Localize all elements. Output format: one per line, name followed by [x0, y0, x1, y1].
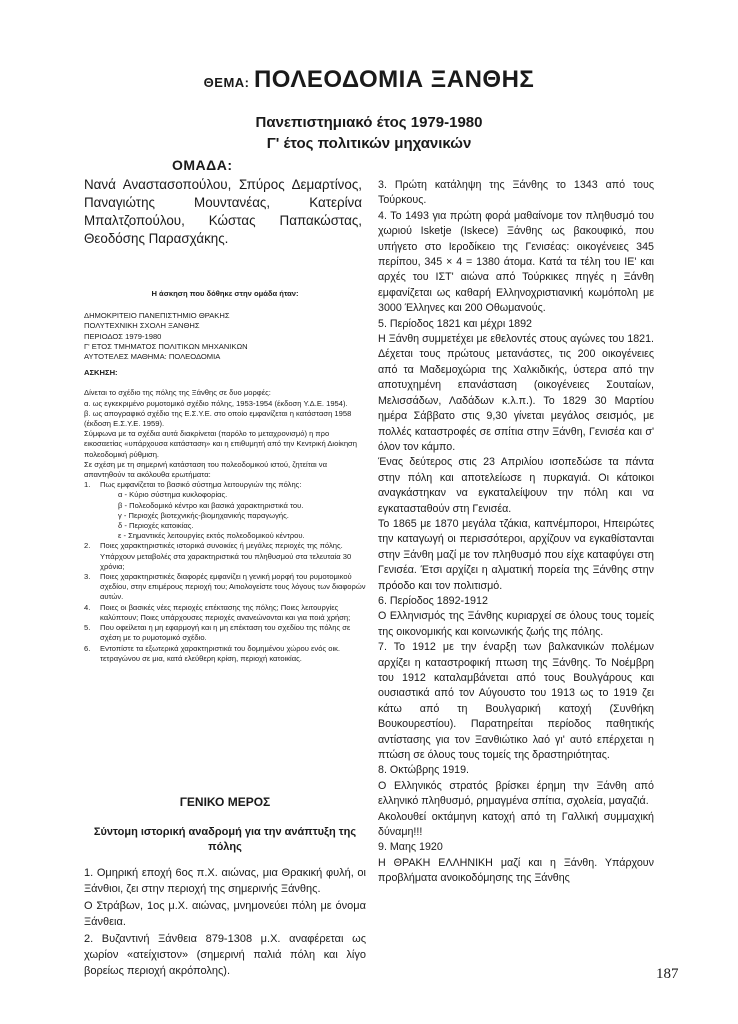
- question-number: 5.: [84, 623, 91, 633]
- sub-question: α - Κύριο σύστημα κυκλοφορίας.: [118, 490, 228, 500]
- left-history: [84, 865, 366, 980]
- group-members: [84, 176, 362, 248]
- page-number: 187: [656, 966, 679, 982]
- history-paragraph: Ο Ελληνισμός της Ξάνθης κυριαρχεί σε όλους τους τομείς της οικονομικής και κοινωνικής ζωής της πόλης.: [378, 610, 654, 638]
- sub-question: δ - Περιοχές κατοικίας.: [118, 521, 194, 531]
- question-text: Ποιες χαρακτηριστικές διαφορές εμφανίζει η γενική μορφή του ρυμοτομικού σχεδίου, στην επιμέρους περιοχή του; Αιτιολογείστε τους λόγους των διαφορών αυτών.: [100, 572, 366, 602]
- academic-year: Πανεπιστημιακό έτος 1979-1980: [255, 114, 483, 131]
- history-heading: Σύντομη ιστορική αναδρομή για την ανάπτυξη της πόλης: [93, 826, 357, 853]
- course-year: Γ' έτος πολιτικών μηχανικών: [266, 135, 472, 152]
- general-heading: ΓΕΝΙΚΟ ΜΕΡΟΣ: [179, 795, 271, 809]
- question-item: [84, 572, 366, 603]
- question-number: 6.: [84, 643, 91, 653]
- institution-line: ΑΥΤΟΤΕΛΕΣ ΜΑΘΗΜΑ: ΠΟΛΕΟΔΟΜΙΑ: [84, 352, 221, 362]
- question-text: Πως εμφανίζεται το βασικό σύστημα λειτουργιών της πόλης:: [100, 480, 302, 490]
- history-paragraph: Ακολουθεί οκτάμηνη κατοχή από τη Γαλλική συμμαχική δύναμη!!!: [378, 810, 654, 839]
- institution-line: ΠΟΛΥΤΕΧΝΙΚΗ ΣΧΟΛΗ ΞΑΝΘΗΣ: [84, 321, 200, 331]
- institution-line: ΔΗΜΟΚΡΙΤΕΙΟ ΠΑΝΕΠΙΣΤΗΜΙΟ ΘΡΑΚΗΣ: [84, 311, 230, 321]
- history-paragraph: 6. Περίοδος 1892-1912: [378, 594, 488, 607]
- exercise-paragraph: Δίνεται το σχέδιο της πόλης της Ξάνθης σε δυο μορφές:: [84, 388, 271, 398]
- history-paragraph: 4. Το 1493 για πρώτη φορά μαθαίνομε τον πληθυσμό του χωριού Isketje (Iskece) Ξάνθης ως βακουφικό, που υπήγετο στο Ιεροδίκειο της Γενισέας: οικογένειες 345 περίπου, 345 × 4 = 1380 άτομα. Κατά τα τέλη του ΙΕ' και αρχές του ΙΣΤ' αιώνα από Τούρκικες πηγές η Ξάνθη εμφανίζεται ως καθαρή Ελληνοχριστιανική κωμόπολη με 3000 Έλληνες και 200 Οθωμανούς.: [378, 209, 654, 315]
- history-paragraph: 9. Μαης 1920: [378, 841, 443, 854]
- exercise-paragraph: Σύμφωνα με τα σχέδια αυτά διακρίνεται (παρόλο το μεταχρονισμό) η προ εικοσαετίας «υπάρχουσα κατάσταση» και η επιθυμητή από την Κεντρική Διοίκηση πολεοδομική ρύθμιση.: [84, 429, 357, 459]
- history-paragraph: 7. Το 1912 με την έναρξη των βαλκανικών πολέμων αρχίζει η καταστροφική πτωση της Ξάνθης. Το Νοέμβρη του 1912 καταλαμβάνεται από τους Βουλγάρους και ουσιαστικά από τον Αύγουστο του 1913 ως το 1919 ζει κάτω από τη Βουλγαρική κατοχή (Συνθήκη Βουκουρεστίου). Παρατηρείται περίοδος παθητικής αντίστασης για τον Ξανθιώτικο λαό γι' αυτό επέρχεται η πτώση σε όλους τους τομείς της δραστηριότητας.: [378, 641, 654, 762]
- institution-line: Γ' ΕΤΟΣ ΤΜΗΜΑΤΟΣ ΠΟΛΙΤΙΚΩΝ ΜΗΧΑΝΙΚΩΝ: [84, 341, 248, 351]
- question-number: 4.: [84, 602, 91, 612]
- question-number: 3.: [84, 572, 91, 582]
- exercise-paragraph: α. ως εγκεκριμένο ρυμοτομικό σχέδιο πόλης, 1953-1954 (έκδοση Υ.Δ.Ε. 1954).: [84, 398, 348, 408]
- assignment-block: [84, 289, 366, 664]
- assignment-intro: Η άσκηση που δόθηκε στην ομάδα ήταν:: [151, 289, 299, 298]
- history-paragraph: Η Ξάνθη συμμετέχει με εθελοντές στους αγώνες του 1821. Δέχεται τους πρώτους μετανάστες, τις 200 οικογένειες από τα Μαδεμοχώρια της Χαλκιδικής, ύστερα από την αποτυχημένη επανάσταση (οικογένειες Σουταίων, Μελισσάδων, Λαδάδων κ.λ.π.). Το 1829 30 Μαρτίου ημέρα Σάββατο στις 9,30 γίνεται μεγάλος σεισμός, με πολλές καταστροφές σε σπίτια στην Ξάνθη, Γενισέα και σ' όλον τον κάμπο.: [378, 333, 654, 453]
- history-paragraph: 1. Ομηρική εποχή 6ος π.Χ. αιώνας, μια Θρακική φυλή, οι Ξάνθιοι, ζει στην περιοχή της σημερινής Ξάνθης.: [84, 867, 366, 896]
- exercise-paragraph: β. ως απογραφικό σχέδιο της Ε.Σ.Υ.Ε. στο οποίο εμφανίζεται η κατάσταση 1958 (έκδοση Ε.Σ.Υ.Ε. 1959).: [84, 408, 352, 429]
- question-number: 2.: [84, 541, 91, 551]
- history-paragraph: Η ΘΡΑΚΗ ΕΛΛΗΝΙΚΗ μαζί και η Ξάνθη. Υπάρχουν προβλήματα ανοικοδόμησης της Ξάνθης: [378, 856, 654, 885]
- history-paragraph: 3. Πρώτη κατάληψη της Ξάνθης το 1343 από τους Τούρκους.: [378, 179, 654, 207]
- question-item: [84, 623, 366, 643]
- question-item: [84, 480, 366, 490]
- group-members-text: Νανά Αναστασοπούλου, Σπύρος Δεμαρτίνος, Παναγιώτης Μουντανέας, Κατερίνα Μπαλτζοπούλου, Κώστας Παπακώστας, Θεοδόσης Παρασχάκης.: [84, 177, 362, 246]
- sub-question: ε - Σημαντικές λειτουργίες εκτός πολεοδομικού κέντρου.: [118, 531, 305, 541]
- history-paragraph: 5. Περίοδος 1821 και μέχρι 1892: [378, 317, 532, 330]
- question-item: [84, 541, 366, 572]
- question-text: Ποιες οι βασικές νέες περιοχές επέκτασης της πόλης; Ποιες λειτουργίες καλύπτουν; Ποιες υπάρχουσες περιοχές ανανεώνονται και για ποιά χρήση;: [100, 602, 351, 622]
- question-number: 1.: [84, 480, 91, 490]
- history-paragraph: 8. Οκτώβρης 1919.: [378, 764, 469, 777]
- sub-question: β - Πολεοδομικό κέντρο και βασικά χαρακτηριστικά του.: [118, 500, 304, 510]
- exercise-paragraph: Σε σχέση με τη σημερινή κατάσταση του πολεοδομικού ιστού, ζητείται να απαντηθούν τα ακόλουθα ερωτήματα:: [84, 459, 327, 480]
- title: [0, 66, 738, 94]
- theme-label: ΘΕΜΑ:: [203, 75, 250, 90]
- question-text: Ποιες χαρακτηριστικές ιστορικά συνοικίες ή μεγάλες περιοχές της πόλης. Υπάρχουν μεταβολές στα χαρακτηριστικά του πληθυσμού στα τελευταία 30 χρόνια;: [100, 541, 352, 571]
- question-item: [84, 603, 366, 623]
- history-paragraph: Το 1865 με 1870 μεγάλα τζάκια, καπνέμποροι, Ηπειρώτες την καταγωγή οι περισσότεροι, αρχίζουν να εγκαθίστανται στην Ξάνθη μαζί με τον πληθυσμό που είχε καταφύγει στη Γενισέα. Έτσι αρχίζει η αλματική πορεία της Ξάνθης στην πρόοδο και τον πολιτισμό.: [378, 517, 654, 592]
- history-paragraph: Ο Στράβων, 1ος μ.Χ. αιώνας, μνημονεύει πόλη με όνομα Ξάνθεια.: [84, 899, 366, 929]
- question-item: [84, 644, 366, 664]
- institution-line: ΠΕΡΙΟΔΟΣ 1979-1980: [84, 331, 162, 341]
- exercise-heading: ΑΣΚΗΣΗ:: [84, 368, 118, 378]
- history-paragraph: Ο Ελληνικός στρατός βρίσκει έρημη την Ξάνθη από ελληνικό πληθυσμό, ρημαγμένα σπίτια, σχολεία, μαγαζιά.: [378, 779, 654, 808]
- sub-question: γ - Περιοχές βιοτεχνικής-βιομηχανικής παραγωγής.: [118, 510, 289, 520]
- question-text: Εντοπίστε τα εξωτερικά χαρακτηριστικά του δομημένου χώρου ενός οικ. τετραγώνου σε μια, κατά ελεύθερη κρίση, περιοχή κατοικίας.: [100, 643, 341, 663]
- question-text: Που οφείλεται η μη εφαρμογή και η μη επέκταση του σχεδίου της πόλης σε σχέση με το ρυμοτομικό σχέδιο.: [100, 623, 351, 643]
- history-paragraph: 2. Βυζαντινή Ξάνθεια 879-1308 μ.Χ. αναφέρεται ως χωρίον «ατείχιστον» (σημερινή παλιά πόλη και λίγο βορείως περιοχή ακρόπολης).: [84, 932, 366, 978]
- group-heading: ΟΜΑΔΑ:: [172, 157, 233, 173]
- history-paragraph: Ένας δεύτερος στις 23 Απριλίου ισοπεδώσε τα πάντα στην πόλη και αποτελείωσε η πυρκαγιά. Οι κάτοικοι αναγκάστηκαν να εγκαταλείψουν την πόλη και να εγκατασταθούν στη Γενισέα.: [378, 456, 654, 515]
- theme-title: ΠΟΛΕΟΔΟΜΙΑ ΞΑΝΘΗΣ: [253, 66, 535, 93]
- right-history: [378, 178, 654, 887]
